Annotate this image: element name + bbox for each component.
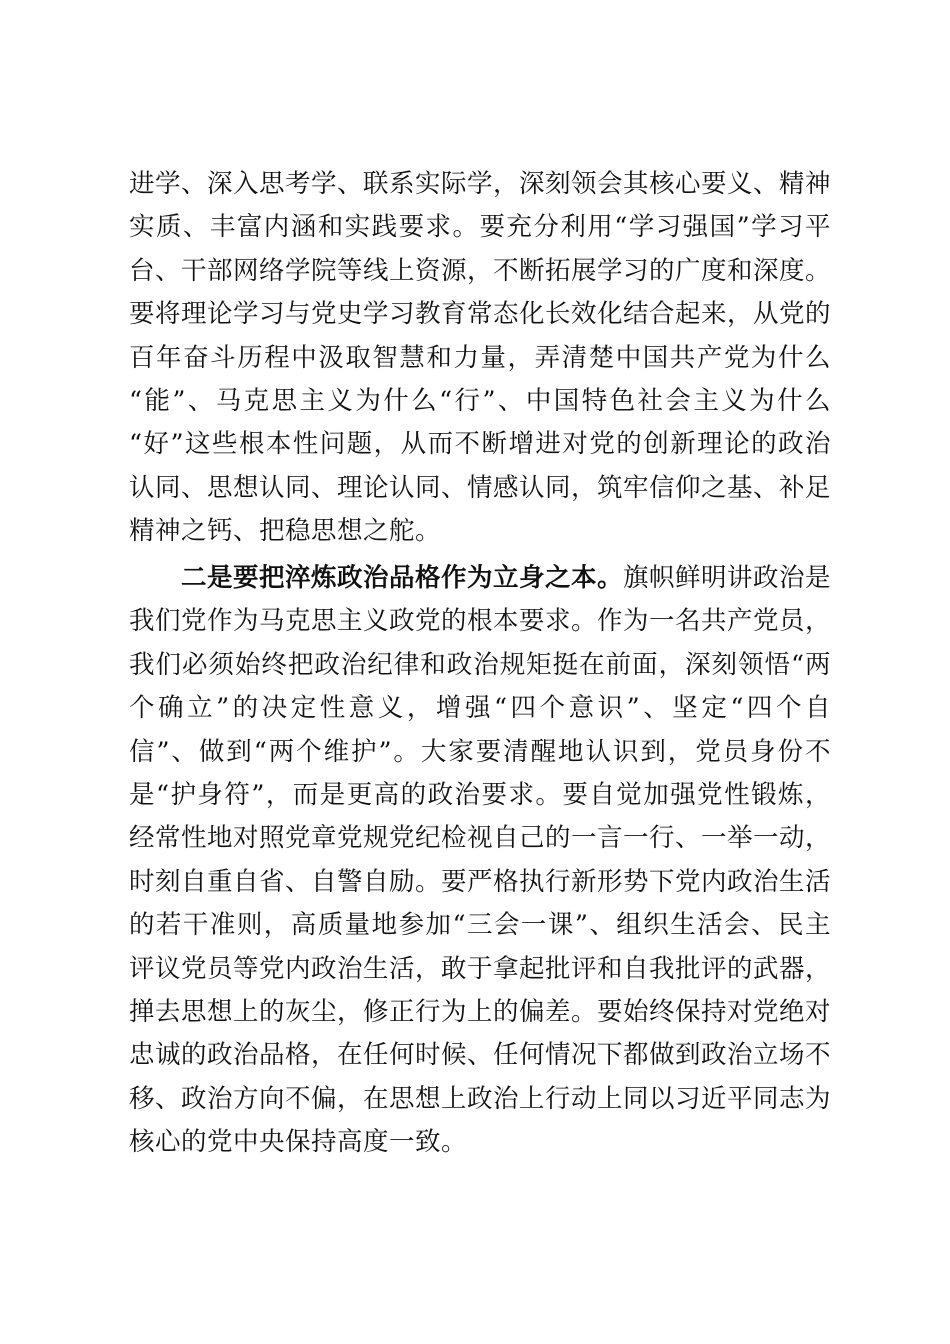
paragraph-2-line: 经常性地对照党章党规党纪检视自己的一言一行、一举一动， [129,823,831,854]
paragraph-2-line: 信”、做到“两个维护”。大家要清醒地认识到，党员身份不 [129,736,831,767]
paragraph-1-line: 台、干部网络学院等线上资源，不断拓展学习的广度和深度。 [129,255,831,286]
paragraph-2-first-line-rest: 旗帜鲜明讲政治是 [623,563,831,593]
paragraph-1-line: 进学、深入思考学、联系实际学，深刻领会其核心要义、精神 [129,169,831,199]
paragraph-2-line: 个确立”的决定性意义，增强“四个意识”、坚定“四个自 [129,693,831,724]
paragraph-1-line: 要将理论学习与党史学习教育常态化长效化结合起来，从党的 [129,299,831,330]
paragraph-1-line: “好”这些根本性问题，从而不断增进对党的创新理论的政治 [129,429,831,460]
paragraph-2-heading: 二是要把淬炼政治品格作为立身之本。 [181,563,624,593]
paragraph-1-line: 实质、丰富内涵和实践要求。要充分利用“学习强国”学习平 [129,212,831,243]
paragraph-2-line: 的若干准则，高质量地参加“三会一课”、组织生活会、民主 [129,910,831,941]
paragraph-2-line: 我们必须始终把政治纪律和政治规矩挺在前面，深刻领悟“两 [129,649,831,680]
paragraph-2-line: 我们党作为马克思主义政党的根本要求。作为一名共产党员， [129,606,831,637]
paragraph-1 [129,163,831,554]
paragraph-1-line: “能”、马克思主义为什么“行”、中国特色社会主义为什么 [129,385,831,416]
paragraph-2-first-line [129,557,831,600]
paragraph-2-line: 移、政治方向不偏，在思想上政治上行动上同以习近平同志为 [129,1083,831,1114]
paragraph-2-line: 时刻自重自省、自警自励。要严格执行新形势下党内政治生活 [129,866,831,897]
paragraph-1-line: 百年奋斗历程中汲取智慧和力量，弄清楚中国共产党为什么 [129,342,831,373]
paragraph-1-line: 认同、思想认同、理论认同、情感认同，筑牢信仰之基、补足 [129,472,831,503]
paragraph-2-line: 忠诚的政治品格，在任何时候、任何情况下都做到政治立场不 [129,1040,831,1071]
paragraph-2 [129,557,831,1164]
paragraph-2-line: 核心的党中央保持高度一致。 [129,1127,468,1158]
paragraph-1-line: 精神之钙、把稳思想之舵。 [129,516,442,547]
paragraph-2-line: 评议党员等党内政治生活，敢于拿起批评和自我批评的武器， [129,953,831,984]
paragraph-2-line: 掸去思想上的灰尘，修正行为上的偏差。要始终保持对党绝对 [129,996,831,1027]
paragraph-2-line: 是“护身符”，而是更高的政治要求。要自觉加强党性锻炼， [129,779,831,810]
